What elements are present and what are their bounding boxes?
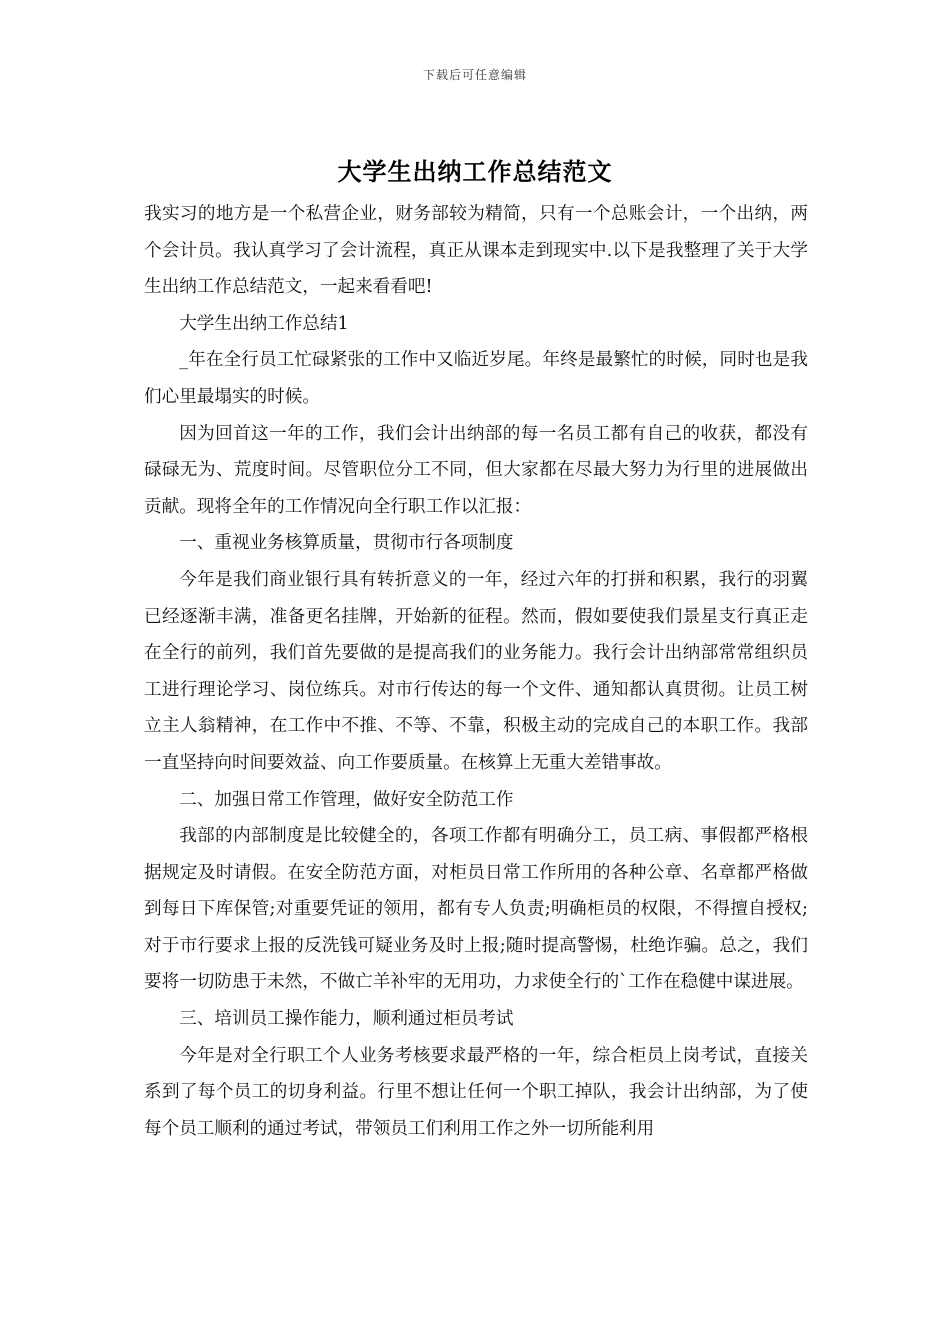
paragraph: 我部的内部制度是比较健全的，各项工作都有明确分工，员工病、事假都严格根据规定及时请假。在安全防范方面，对柜员日常工作所用的各种公章、名章都严格做到每日下库保管;对重要凭证的领用，都有专人负责;明确柜员的权限，不得擅自授权;对于市行要求上报的反洗钱可疑业务及时上报;随时提高警惕，杜绝诈骗。总之，我们要将一切防患于未然，不做亡羊补牢的无用功，力求使全行的`工作在稳健中谋进展。 [144, 826, 808, 993]
paragraph: 因为回首这一年的工作，我们会计出纳部的每一名员工都有自己的收获，都没有碌碌无为、荒度时间。尽管职位分工不同，但大家都在尽最大努力为行里的进展做出贡献。现将全年的工作情况向全行职工作以汇报： [144, 423, 808, 517]
document-title: 大学生出纳工作总结范文 [337, 157, 613, 186]
section-heading: 大学生出纳工作总结1 [179, 313, 349, 334]
paragraph: 今年是我们商业银行具有转折意义的一年，经过六年的打拼和积累，我行的羽翼已经逐渐丰满，准备更名挂牌，开始新的征程。然而，假如要使我们景星支行真正走在全行的前列，我们首先要做的是提高我们的业务能力。我行会计出纳部常常组织员工进行理论学习、岗位练兵。对市行传达的每一个文件、通知都认真贯彻。让员工树立主人翁精神，在工作中不推、不等、不靠，积极主动的完成自己的本职工作。我部一直坚持向时间要效益、向工作要质量。在核算上无重大差错事故。 [144, 569, 808, 773]
subsection-heading: 二、加强日常工作管理，做好安全防范工作 [179, 789, 514, 810]
paragraph: 今年是对全行职工个人业务考核要求最严格的一年，综合柜员上岗考试，直接关系到了每个员工的切身利益。行里不想让任何一个职工掉队，我会计出纳部，为了使每个员工顺利的通过考试，带领员工们利用工作之外一切所能利用 [144, 1045, 808, 1139]
intro-paragraph: 我实习的地方是一个私营企业，财务部较为精简，只有一个总账会计，一个出纳，两个会计员。我认真学习了会计流程，真正从课本走到现实中.以下是我整理了关于大学生出纳工作总结范文，一起来看看吧! [144, 204, 808, 298]
paragraph: _年在全行员工忙碌紧张的工作中又临近岁尾。年终是最繁忙的时候，同时也是我们心里最塌实的时候。 [144, 350, 808, 407]
subsection-heading: 一、重视业务核算质量，贯彻市行各项制度 [179, 533, 514, 554]
header-note: 下载后可任意编辑 [422, 68, 527, 82]
document-body [144, 196, 808, 1147]
subsection-heading: 三、培训员工操作能力，顺利通过柜员考试 [179, 1009, 514, 1030]
